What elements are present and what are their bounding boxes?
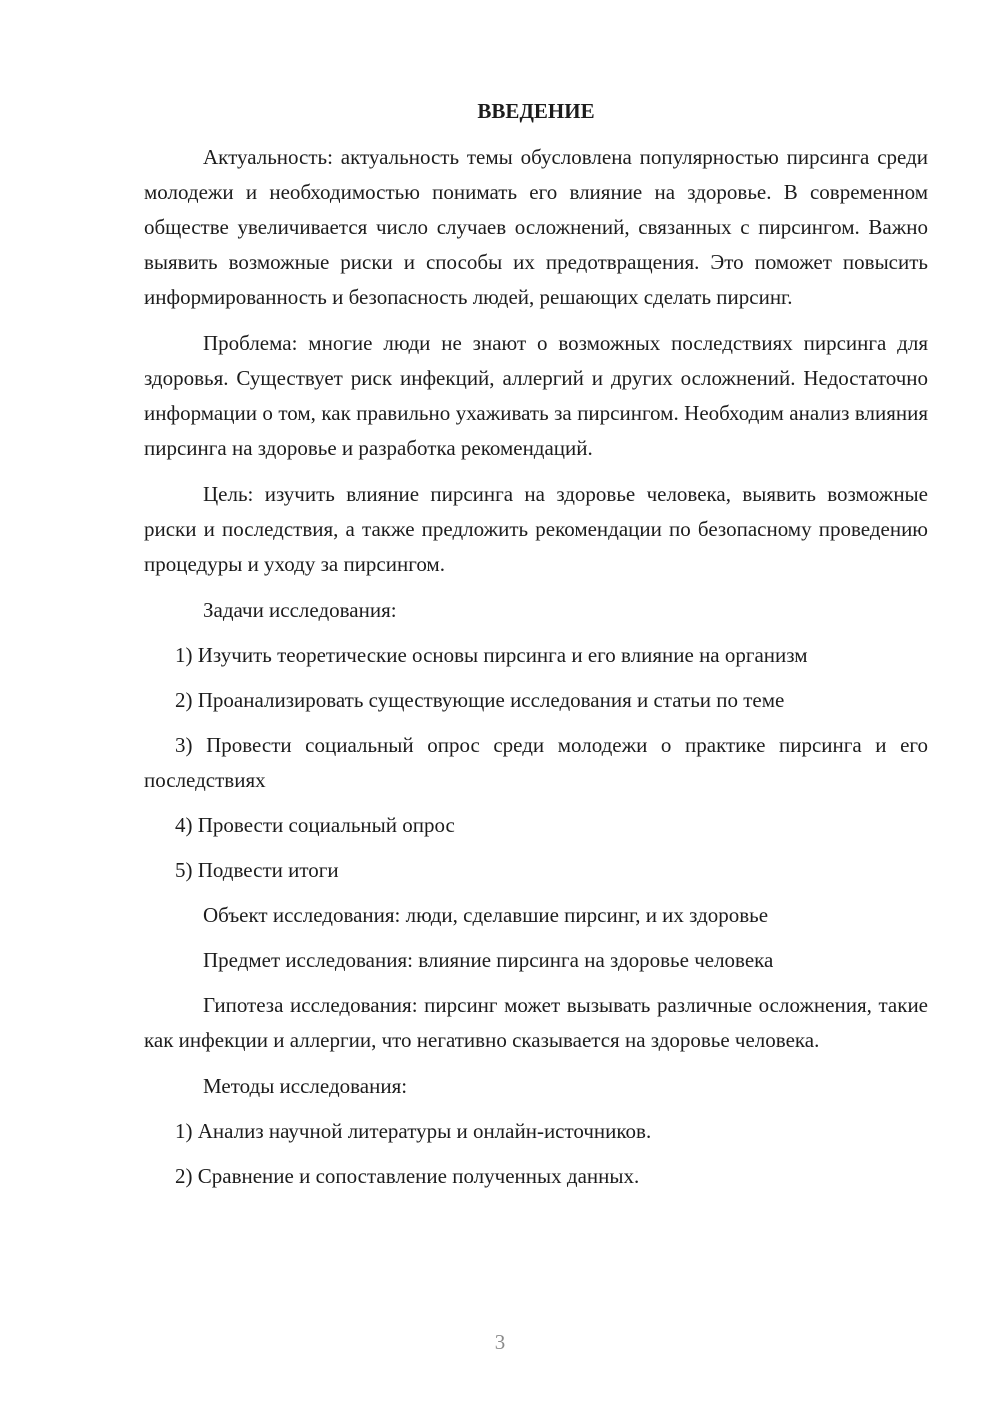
relevance-paragraph: Актуальность: актуальность темы обусловлена популярностью пирсинга среди молодежи и необходимостью понимать его влияние на здоровье. В современном обществе увеличивается число случаев осложнений, связанных с пирсингом. Важно выявить возможные риски и способы их предотвращения. Это поможет повысить информированность и безопасность людей, решающих сделать пирсинг. — [144, 145, 928, 309]
hypothesis-paragraph: Гипотеза исследования: пирсинг может вызывать различные осложнения, такие как инфекции и аллергии, что негативно сказывается на здоровье человека. — [144, 993, 928, 1052]
document-body — [144, 92, 928, 1204]
task-item-3: 3) Провести социальный опрос среди молодежи о практике пирсинга и его последствиях — [144, 733, 928, 792]
task-item-5: 5) Подвести итоги — [175, 858, 339, 882]
tasks-title: Задачи исследования: — [203, 598, 397, 622]
research-object: Объект исследования: люди, сделавшие пирсинг, и их здоровье — [203, 903, 769, 927]
page-number: 3 — [494, 1330, 506, 1354]
task-item-4: 4) Провести социальный опрос — [175, 813, 455, 837]
task-item-2: 2) Проанализировать существующие исследования и статьи по теме — [175, 688, 785, 712]
method-item-1: 1) Анализ научной литературы и онлайн-источников. — [175, 1119, 652, 1143]
goal-paragraph: Цель: изучить влияние пирсинга на здоровье человека, выявить возможные риски и последствия, а также предложить рекомендации по безопасному проведению процедуры и уходу за пирсингом. — [144, 482, 928, 576]
task-item-1: 1) Изучить теоретические основы пирсинга и его влияние на организм — [175, 643, 808, 667]
problem-paragraph: Проблема: многие люди не знают о возможных последствиях пирсинга для здоровья. Существует риск инфекций, аллергий и других осложнений. Недостаточно информации о том, как правильно ухаживать за пирсингом. Необходим анализ влияния пирсинга на здоровье и разработка рекомендаций. — [144, 331, 928, 460]
research-subject: Предмет исследования: влияние пирсинга на здоровье человека — [203, 948, 774, 972]
method-item-2: 2) Сравнение и сопоставление полученных данных. — [175, 1164, 640, 1188]
section-heading: ВВЕДЕНИЕ — [477, 99, 595, 123]
methods-title: Методы исследования: — [203, 1074, 408, 1098]
